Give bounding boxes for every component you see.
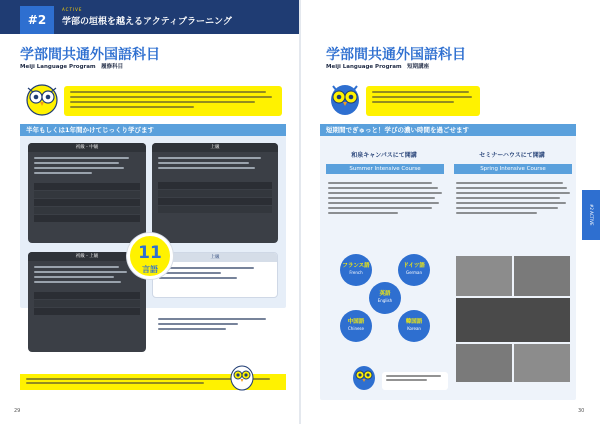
language-bubble-chinese: 中国語 Chinese <box>340 310 372 342</box>
summer-course-description <box>328 182 444 217</box>
spring-course-label: Spring Intensive Course <box>454 164 572 174</box>
owl-mascot-icon <box>326 78 364 118</box>
owl-mascot-icon <box>22 78 62 118</box>
owl-mascot-small-icon <box>350 360 378 392</box>
classroom-photo-2 <box>514 256 570 296</box>
card-heading: 上級 <box>153 253 277 262</box>
language-count-unit: 言語 <box>142 265 158 274</box>
page-subtitle: Meiji Language Program 短期講座 <box>326 64 430 70</box>
advanced-card <box>152 143 278 243</box>
col2-label: セミナーハウスにて開講 <box>479 152 545 159</box>
page-subtitle: Meiji Language Program 履修科目 <box>20 64 124 70</box>
footnote-bubble <box>382 372 448 390</box>
summer-course-label: Summer Intensive Course <box>326 164 444 174</box>
language-count: 11 <box>138 243 162 263</box>
intro-text-bubble <box>64 86 282 116</box>
page-number-left: 29 <box>14 408 21 414</box>
page-title: 学部間共通外国語科目 <box>20 47 160 63</box>
card-heading: 初級・中級 <box>28 143 146 152</box>
right-page <box>300 0 600 424</box>
language-bubble-english: 英語 English <box>369 282 401 314</box>
classroom-photo-1 <box>456 256 512 296</box>
classroom-photo-3 <box>456 344 512 382</box>
language-count-badge <box>127 233 173 279</box>
col1-label: 和泉キャンパスにて開講 <box>351 152 417 159</box>
chapter-badge: #2 <box>20 6 54 34</box>
exam-prep-card <box>152 308 278 354</box>
language-bubble-french: フランス語 French <box>340 254 372 286</box>
card-heading: 初級・上級 <box>28 252 146 261</box>
beginner-advanced-card <box>28 252 146 352</box>
language-bubble-german: ドイツ語 German <box>398 254 430 286</box>
chapter-side-tab: #2 ACTIVE <box>582 190 600 240</box>
section-heading: 短期間でぎゅっと！学びの濃い時間を過ごせます <box>320 124 576 136</box>
chapter-title: 学部の垣根を越えるアクティブラーニング <box>62 17 232 27</box>
chapter-tag: ACTIVE <box>62 7 83 12</box>
page-title: 学部間共通外国語科目 <box>326 47 466 63</box>
seminar-house-photo <box>456 298 570 342</box>
page-number-right: 30 <box>578 408 585 414</box>
intro-text-bubble <box>366 86 480 116</box>
owl-mascot-small-icon <box>228 360 256 392</box>
spring-course-description <box>456 182 572 217</box>
beginner-intermediate-card <box>28 143 146 243</box>
language-bubble-korean: 韓国語 Korean <box>398 310 430 342</box>
section-heading: 半年もしくは1年間かけてじっくり学びます <box>20 124 286 136</box>
card-heading: 上級 <box>152 143 278 152</box>
classroom-photo-4 <box>514 344 570 382</box>
